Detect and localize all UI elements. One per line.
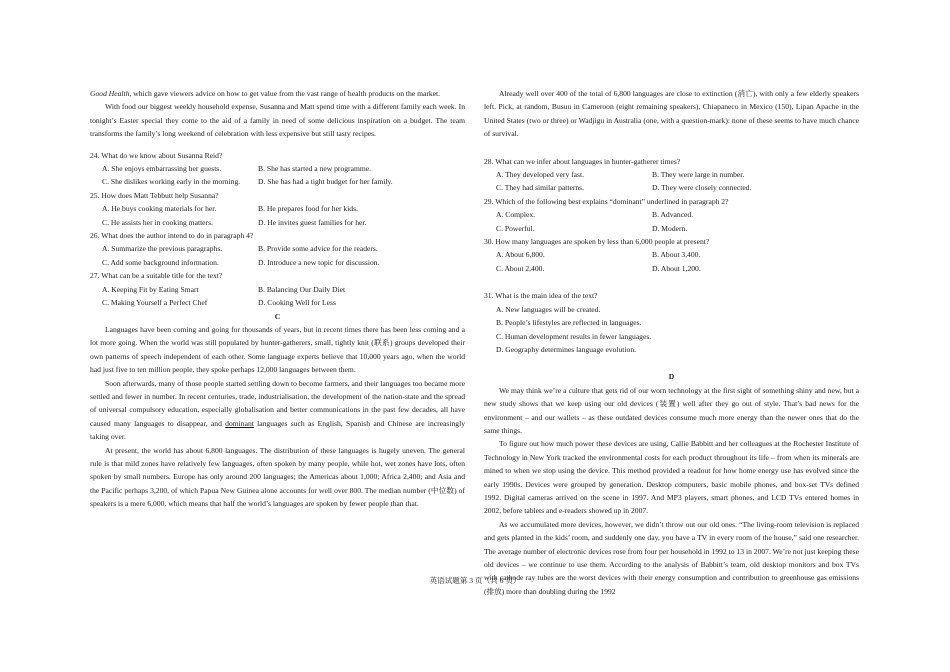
right-column: [484, 87, 859, 598]
question-stem: 30. How many languages are spoken by less than 6,000 people at present?: [484, 237, 710, 247]
option-a: A. He buys cooking materials for her.: [102, 204, 217, 214]
option-d: D. Introduce a new topic for discussion.: [258, 257, 380, 267]
passage-d-paragraph-3: As we accumulated more devices, however, we didn’t throw out our old ones. “The living-room television is replaced and gets planted in the kids’ room, and suddenly one day, you have a TV in every room of the house,” said one researcher. The average number of electronic devices rose from four per household in 1992 to 13 in 2007. We’re not just keeping these old devices – we continue to use them. According to the analysis of Babbitt’s team, old desktop monitors and box TVs with cathode ray tubes are the worst devices with their energy consumption and contribution to greenhouse gas emissions (排放) more than doubling during the 1992: [484, 519, 859, 596]
section-d-heading: D: [668, 372, 675, 382]
underlined-word: dominant: [225, 418, 254, 428]
passage-c-paragraph-3: At present, the world has about 6,800 languages. The distribution of these languages is hugely uneven. The general rule is that mild zones have relatively few languages, often spoken by many people, while hot, wet zones have lots, often spoken by small numbers. Europe has only around 200 languages; the Americas about 1,000; Africa 2,400; and Asia and the Pacific perhaps 3,200, of which Papua New Guinea alone accounts for well over 800. The median number (中位数) of speakers is a mere 6,000, which means that half the world’s languages are spoken by fewer people than that.: [90, 445, 465, 509]
text-run: Soon afterwards, many of those people started settling down to become farmers, and their languages too became more settled and fewer in number. In recent centuries, trade, industrialisation, the development of the nation-state and the spread of universal compulsory education, especially globalisation and better communications in the past few decades, all have caused many languages to disappear, and: [90, 378, 465, 428]
passage-d-paragraph-1: We may think we’re a culture that gets rid of our worn technology at the first sight of something shiny and new, but a new study shows that we keep using our old devices (装置) well after they go out of style. That’s bad news for the environment – and our wallets – as these outdated devices consume much more energy than the newer ones that do the same things.: [484, 385, 859, 435]
passage-c-paragraph-4: Already well over 400 of the total of 6,800 languages are close to extinction (消亡), with only a few elderly speakers left. Pick, at random, Busuu in Cameroon (eight remaining speakers), Chiapaneco in Mexico (150), Lipan Apache in the United States (two or three) or Wadjigu in Australia (one, with a question-mark): none of these seems to have much chance of survival.: [484, 89, 859, 139]
option-c: C. Powerful.: [496, 223, 535, 233]
option-b: B. About 3,400.: [652, 250, 701, 260]
option-a: A. About 6,800.: [496, 250, 545, 260]
option-c: C. She dislikes working early in the morning.: [102, 177, 241, 187]
question-28: [484, 155, 859, 195]
passage-c-paragraph-1: Languages have been coming and going for thousands of years, but in recent times there has been less coming and a lot more going. When the world was still populated by hunter-gatherers, small, tightly knit (联系) groups developed their own patterns of speech independent of each other. Some language experts believe that 10,000 years ago, when the world had just five to ten million people, they spoke perhaps 12,000 languages between them.: [90, 324, 465, 375]
intro-text: , which gave viewers advice on how to get value from the vast range of health products on the market.: [129, 89, 441, 98]
option-d: D. They were closely connected.: [652, 183, 752, 193]
option-c: C. They had similar patterns.: [496, 183, 585, 193]
section-c-heading: C: [274, 311, 281, 321]
option-a: A. New languages will be created.: [496, 304, 601, 314]
option-d: D. Geography determines language evolution.: [496, 344, 637, 354]
question-stem: 26. What does the author intend to do in paragraph 4?: [90, 231, 254, 241]
question-31: [484, 289, 859, 356]
question-stem: 24. What do we know about Susanna Reid?: [90, 150, 223, 160]
question-24: [90, 149, 465, 189]
question-stem: 28. What can we infer about languages in hunter-gatherer times?: [484, 156, 681, 166]
left-column: [90, 87, 465, 511]
option-a: A. Summarize the previous paragraphs.: [102, 244, 223, 254]
option-b: B. Provide some advice for the readers.: [258, 244, 378, 254]
option-b: B. They were large in number.: [652, 170, 745, 180]
option-a: A. They developed very fast.: [496, 170, 585, 180]
passage-d-paragraph-2: To figure out how much power these devices are using, Callie Babbitt and her colleagues at the Rochester Institute of Technology in New York tracked the environmental costs for each product throughout its life – from when its minerals are mined to when we stop using the device. This method provided a readout for how home energy use has evolved since the early 1990s. Devices were grouped by generation. Desktop computers, basic mobile phones, and box-set TVs defined 1992. Digital cameras arrived on the scene in 1997. And MP3 players, smart phones, and LCD TVs entered homes in 2002, before tablets and e-readers showed up in 2007.: [484, 439, 859, 516]
option-a: A. She enjoys embarrassing her guests.: [102, 164, 222, 174]
question-30: [484, 235, 859, 275]
question-25: [90, 189, 465, 229]
text-run: languages such as English, Spanish and Chinese are increasingly taking over.: [90, 418, 465, 442]
passage-c-paragraph-2: [90, 377, 465, 444]
shopping-paragraph: With food our biggest weekly household expense, Susanna and Matt spend time with a different family each week. In tonight’s Easter special they come to the aid of a family in need of some delicious inspiration on a budget. The team transforms the family’s long weekend of celebration with less expensive but still tasty recipes.: [90, 102, 465, 139]
question-stem: 29. Which of the following best explains “dominant” underlined in paragraph 2?: [484, 196, 729, 206]
question-27: [90, 269, 465, 309]
question-stem: 27. What can be a suitable title for the text?: [90, 271, 223, 281]
option-b: B. He prepares food for her kids.: [258, 204, 358, 214]
option-b: B. Advanced.: [652, 210, 694, 220]
option-c: C. Human development results in fewer languages.: [496, 331, 652, 341]
option-d: D. He invites guest families for her.: [258, 217, 367, 227]
option-c: C. About 2,400.: [496, 263, 545, 273]
option-d: D. She has had a tight budget for her family.: [258, 177, 393, 187]
show-title: Good Health: [90, 89, 130, 98]
option-a: A. Complex.: [496, 210, 536, 220]
option-c: C. Making Yourself a Perfect Chef: [102, 298, 208, 308]
option-d: D. About 1,200.: [652, 263, 701, 273]
question-26: [90, 229, 465, 269]
option-d: D. Cooking Well for Less: [258, 298, 336, 308]
question-stem: 25. How does Matt Tebbutt help Susanna?: [90, 190, 219, 200]
question-stem: 31. What is the main idea of the text?: [484, 291, 598, 301]
option-b: B. Balancing Our Daily Diet: [258, 284, 346, 294]
option-c: C. Add some background information.: [102, 257, 219, 267]
option-c: C. He assists her in cooking matters.: [102, 217, 213, 227]
option-b: B. She has started a new programme.: [258, 164, 372, 174]
option-a: A. Keeping Fit by Eating Smart: [102, 284, 199, 294]
question-29: [484, 195, 859, 235]
option-d: D. Modern.: [652, 223, 688, 233]
option-b: B. People’s lifestyles are reflected in languages.: [496, 318, 642, 328]
page-footer: 英语试题第 3 页（共 6 页）: [429, 576, 521, 585]
intro-paragraph: [90, 87, 465, 100]
